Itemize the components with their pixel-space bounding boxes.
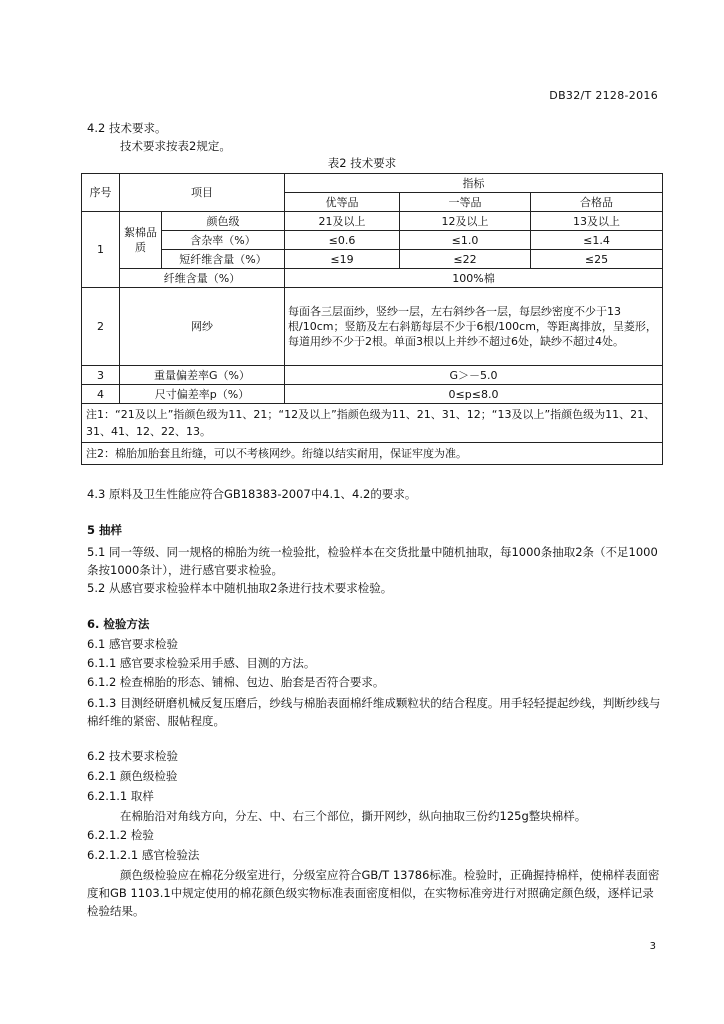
section-6-2-1-2-1: 6.2.1.2.1 感官检验法 [87, 848, 200, 862]
row4-seq: 4 [82, 385, 120, 404]
standard-code: DB32/T 2128-2016 [549, 89, 658, 102]
row1-group: 絮棉品质 [120, 212, 162, 269]
grade-first: 一等品 [400, 193, 531, 212]
row4-value: 0≤p≤8.0 [285, 385, 663, 404]
section-6-2-1-1-text: 在棉胎沿对角线方向，分左、中、右三个部位，撕开网纱，纵向抽取三份约125g整块棉样。 [120, 809, 587, 823]
row2-seq: 2 [82, 288, 120, 366]
header-seq: 序号 [82, 174, 120, 212]
row1-seq: 1 [82, 212, 120, 288]
row1-value: 12及以上 [400, 212, 531, 231]
row1-sub-label: 短纤维含量（%） [162, 250, 285, 269]
row3-value: G＞－5.0 [285, 366, 663, 385]
row1-value: 21及以上 [285, 212, 400, 231]
section-6-heading: 6. 检验方法 [87, 617, 150, 631]
row1-value: ≤1.4 [531, 231, 663, 250]
table-note-1: 注1：“21及以上”指颜色级为11、21；“12及以上”指颜色级为11、21、31、12；“13及以上”指颜色级为11、21、31、41、12、22、13。 [82, 404, 663, 443]
section-4-2-text: 技术要求按表2规定。 [120, 139, 231, 153]
header-item: 项目 [120, 174, 285, 212]
spec-table [81, 173, 663, 465]
page-number: 3 [649, 941, 656, 952]
header-index: 指标 [285, 174, 663, 193]
section-6-1-3: 6.1.3 目测经研磨机械反复压磨后，纱线与棉胎表面棉纤维成颗粒状的结合程度。用手轻轻提起纱线，判断纱线与棉纤维的紧密、服帖程度。 [87, 696, 661, 728]
section-6-2-1-1: 6.2.1.1 取样 [87, 789, 154, 803]
row1-value: ≤19 [285, 250, 400, 269]
table-note-2: 注2：棉胎加胎套且绗缝，可以不考核网纱。绗缝以结实耐用，保证牢度为准。 [82, 443, 663, 465]
section-6-2-1-2-1-text: 颜色级检验应在棉花分级室进行，分级室应符合GB/T 13786标准。检验时，正确握持棉样，使棉样表面密度和GB 1103.1中规定使用的棉花颜色级实物标准表面密度相似，在实物标准旁进行对照确定颜色级，逐样记录检验结果。 [87, 868, 660, 918]
section-5-2: 5.2 从感官要求检验样本中随机抽取2条进行技术要求检验。 [87, 581, 393, 595]
row1-sub-label: 含杂率（%） [162, 231, 285, 250]
section-4-2-heading: 4.2 技术要求。 [87, 121, 167, 135]
row1-value: ≤0.6 [285, 231, 400, 250]
row2-text: 每面各三层面纱，竖纱一层，左右斜纱各一层，每层纱密度不少于13根/10cm；竖筋及左右斜筋每层不少于6根/100cm，等距离排放，呈菱形，每道用纱不少于2根。单面3根以上并纱不超过6处，缺纱不超过4处。 [285, 288, 663, 366]
grade-premium: 优等品 [285, 193, 400, 212]
section-6-2: 6.2 技术要求检验 [87, 749, 178, 763]
row3-seq: 3 [82, 366, 120, 385]
row1-sub-label: 颜色级 [162, 212, 285, 231]
section-6-2-1: 6.2.1 颜色级检验 [87, 769, 178, 783]
section-6-1-1: 6.1.1 感官要求检验采用手感、目测的方法。 [87, 656, 316, 670]
section-4-3: 4.3 原料及卫生性能应符合GB18383-2007中4.1、4.2的要求。 [87, 487, 417, 501]
row1-sub-label: 纤维含量（%） [120, 269, 285, 288]
section-6-2-1-2: 6.2.1.2 检验 [87, 828, 154, 842]
section-6-1: 6.1 感官要求检验 [87, 637, 178, 651]
table-title: 表2 技术要求 [327, 156, 397, 170]
row3-item: 重量偏差率G（%） [120, 366, 285, 385]
grade-qualified: 合格品 [531, 193, 663, 212]
row2-item: 网纱 [120, 288, 285, 366]
row1-value: ≤25 [531, 250, 663, 269]
row1-value: ≤1.0 [400, 231, 531, 250]
row1-value: ≤22 [400, 250, 531, 269]
row4-item: 尺寸偏差率p（%） [120, 385, 285, 404]
section-5-1: 5.1 同一等级、同一规格的棉胎为统一检验批，检验样本在交货批量中随机抽取，每1000条抽取2条（不足1000条按1000条计），进行感官要求检验。 [87, 545, 658, 577]
row1-value: 13及以上 [531, 212, 663, 231]
section-5-heading: 5 抽样 [87, 523, 123, 537]
row1-merged-value: 100%棉 [285, 269, 663, 288]
section-6-1-2: 6.1.2 检查棉胎的形态、铺棉、包边、胎套是否符合要求。 [87, 675, 385, 689]
